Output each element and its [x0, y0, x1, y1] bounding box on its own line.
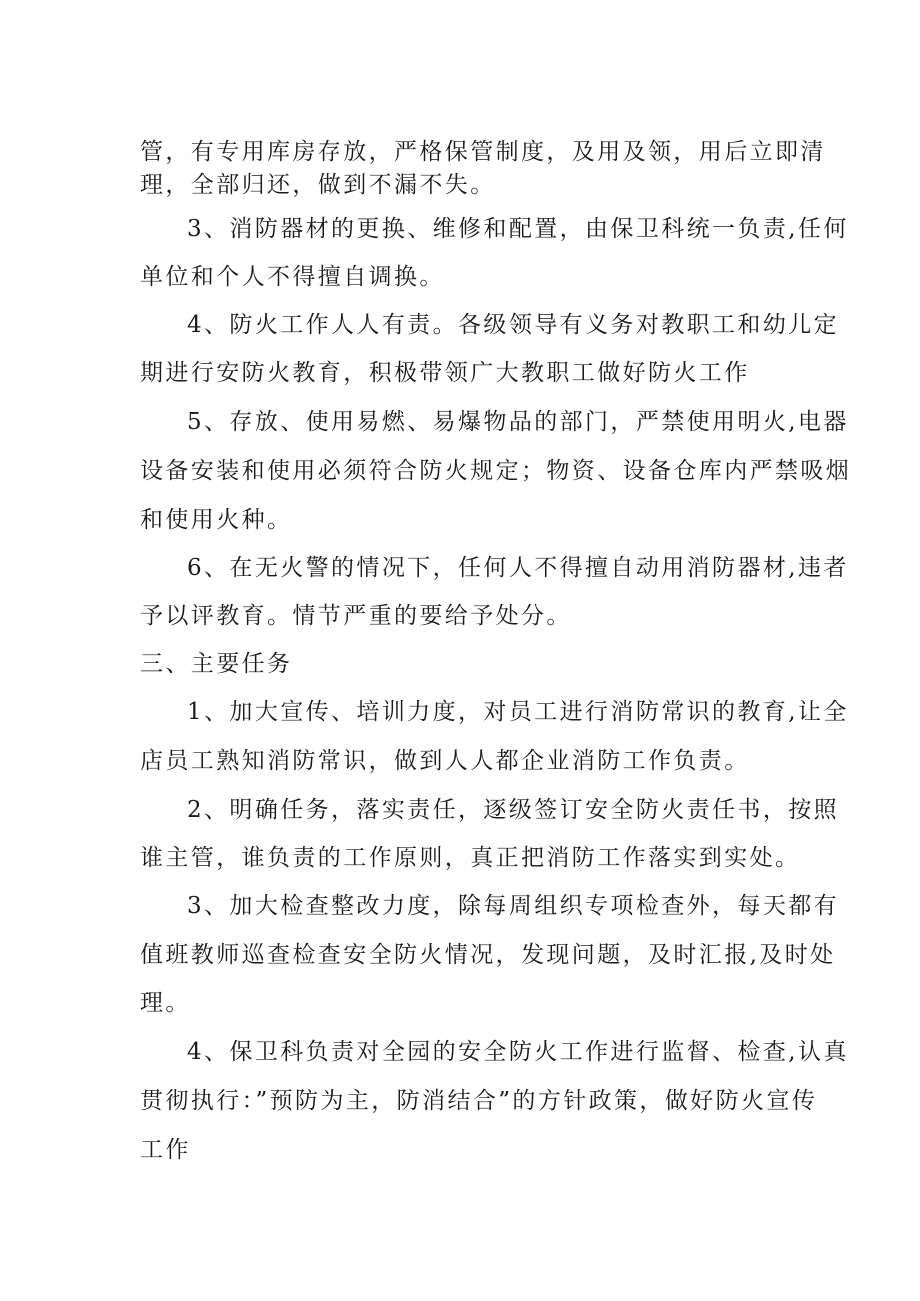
text-line: 4、防火工作人人有责。各级领导有义务对教职工和幼儿定 — [187, 312, 840, 338]
text-line: 工作 — [140, 1137, 191, 1163]
text-line: 值班教师巡查检查安全防火情况，发现问题，及时汇报,及时处 — [140, 942, 836, 968]
text-line: 1、加大宣传、培训力度，对员工进行消防常识的教育,让全 — [187, 699, 849, 725]
text-line: 单位和个人不得擅自调换。 — [140, 264, 445, 290]
text-line: 2、明确任务，落实责任，逐级签订安全防火责任书，按照 — [187, 797, 840, 823]
text-line: 期进行安防火教育，积极带领广大教职工做好防火工作 — [140, 360, 750, 386]
text-line: 贯彻执行：”预防为主，防消结合”的方针政策，做好防火宣传 — [140, 1088, 818, 1114]
text-line: 5、存放、使用易燃、易爆物品的部门，严禁使用明火,电器 — [187, 409, 849, 435]
text-line: 理，全部归还，做到不漏不失。 — [140, 172, 496, 198]
section-heading: 三、主要任务 — [140, 651, 293, 677]
text-line: 4、保卫科负责对全园的安全防火工作进行监督、检查,认真 — [187, 1039, 849, 1065]
text-line: 和使用火种。 — [140, 507, 293, 533]
text-line: 3、加大检查整改力度，除每周组织专项检查外，每天都有 — [187, 893, 840, 919]
text-line: 理。 — [140, 990, 191, 1016]
text-line: 3、消防器材的更换、维修和配置，由保卫科统一负责,任何 — [187, 216, 849, 242]
text-line: 6、在无火警的情况下，任何人不得擅自动用消防器材,违者 — [187, 555, 849, 581]
text-line: 谁主管，谁负责的工作原则，真正把消防工作落实到实处。 — [140, 845, 801, 871]
text-line: 店员工熟知消防常识，做到人人都企业消防工作负责。 — [140, 748, 750, 774]
text-line: 管，有专用库房存放，严格保管制度，及用及领，用后立即清 — [140, 139, 826, 165]
text-line: 设备安装和使用必须符合防火规定；物资、设备仓库内严禁吸烟 — [140, 458, 852, 484]
text-line: 予以评教育。情节严重的要给予处分。 — [140, 603, 572, 629]
